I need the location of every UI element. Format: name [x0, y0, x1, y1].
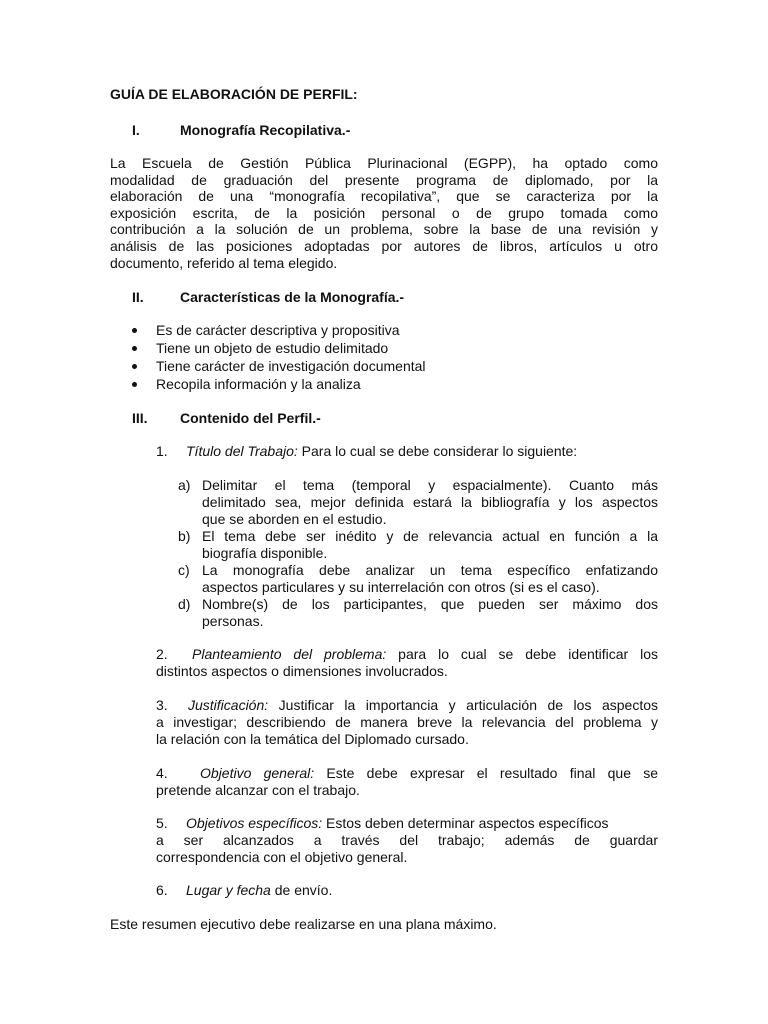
intro-line: exposición escrita, de la posición personal o de grupo tomada como [110, 205, 658, 221]
subitem-b-letter: b) [178, 528, 191, 544]
intro-line: documento, referido al tema elegido. [110, 255, 338, 271]
subitem-d-letter: d) [178, 596, 191, 612]
subitem-a-letter: a) [178, 477, 191, 493]
section-3-heading: Contenido del Perfil.- [180, 410, 321, 426]
intro-line: contribución a la solución de un problema, sobre la base de una revisión y [110, 221, 658, 237]
item-2-title: Planteamiento del problema: [192, 646, 387, 662]
item-5-line: correspondencia con el objetivo general. [156, 849, 408, 865]
item-1-text: Para lo cual se debe considerar lo siguiente: [297, 443, 578, 459]
item-1-title: Título del Trabajo: [186, 443, 298, 459]
section-2-number: II. [132, 289, 144, 305]
item-4-line [200, 765, 658, 782]
subitem-c-letter: c) [178, 562, 190, 578]
item-6-text: de envío. [270, 882, 333, 898]
document-title: GUÍA DE ELABORACIÓN DE PERFIL: [110, 86, 358, 102]
subitem-a-line: Delimitar el tema (temporal y espacialmente). Cuanto más [202, 477, 658, 493]
subitem-d-line: personas. [202, 613, 264, 629]
subitem-c-line: aspectos particulares y su interrelación con otros (si es el caso). [202, 579, 600, 595]
item-2-number: 2. [156, 646, 168, 662]
subitem-c-line: La monografía debe analizar un tema específico enfatizando [202, 562, 658, 578]
item-3-line: a investigar; describiendo de manera breve la relevancia del problema y [156, 714, 658, 730]
item-1-number: 1. [156, 443, 168, 459]
item-5-title: Objetivos específicos: [186, 815, 323, 831]
intro-line: modalidad de graduación del presente programa de diplomado, por la [110, 172, 658, 188]
subitem-b-line: El tema debe ser inédito y de relevancia actual en función a la [202, 528, 658, 544]
section-2-heading: Características de la Monografía.- [180, 289, 405, 305]
intro-line: elaboración de una “monografía recopilativa”, que se caracteriza por la [110, 188, 658, 204]
item-3-line [188, 697, 658, 714]
subitem-a-line: que se aborden en el estudio. [202, 511, 387, 527]
bullet-dot-icon [132, 328, 137, 333]
bullet-dot-icon [132, 382, 137, 387]
section-1-heading: Monografía Recopilativa.- [180, 122, 351, 138]
item-2-line [192, 646, 658, 663]
intro-line: La Escuela de Gestión Pública Plurinacional (EGPP), ha optado como [110, 155, 658, 171]
item-5-text: Estos deben determinar aspectos específicos [322, 815, 609, 831]
item-4-number: 4. [156, 765, 168, 781]
item-4-text: Este debe expresar el resultado final que se [314, 765, 658, 781]
bullet-item: Es de carácter descriptiva y propositiva [156, 322, 400, 338]
item-2-line: distintos aspectos o dimensiones involucrados. [156, 663, 448, 679]
subitem-a-line: delimitado sea, mejor definida estará la bibliografía y los aspectos [202, 494, 658, 510]
bullet-item: Tiene carácter de investigación documental [156, 358, 426, 374]
item-5-line: a ser alcanzados a través del trabajo; además de guardar [156, 832, 658, 848]
bullet-item: Recopila información y la analiza [156, 376, 361, 392]
item-6-line [186, 882, 332, 899]
item-4-line: pretende alcanzar con el trabajo. [156, 782, 360, 798]
bullet-dot-icon [132, 346, 137, 351]
item-5-number: 5. [156, 815, 168, 831]
subitem-d-line: Nombre(s) de los participantes, que pueden ser máximo dos [202, 596, 658, 612]
closing-note: Este resumen ejecutivo debe realizarse en una plana máximo. [110, 916, 497, 932]
item-3-line: la relación con la temática del Diplomado cursado. [156, 731, 469, 747]
item-2-text: para lo cual se debe identificar los [386, 646, 658, 662]
item-3-text: Justificar la importancia y articulación de los aspectos [268, 697, 658, 713]
item-4-title: Objetivo general: [200, 765, 315, 781]
bullet-item: Tiene un objeto de estudio delimitado [156, 340, 389, 356]
section-3-number: III. [132, 410, 148, 426]
section-1-number: I. [132, 122, 140, 138]
item-1-line [186, 443, 577, 460]
subitem-b-line: biografía disponible. [202, 545, 328, 561]
item-6-number: 6. [156, 882, 168, 898]
item-3-title: Justificación: [188, 697, 269, 713]
item-5-line [186, 815, 609, 832]
intro-line: análisis de las posiciones adoptadas por autores de libros, artículos u otro [110, 238, 658, 254]
item-3-number: 3. [156, 697, 168, 713]
item-6-title: Lugar y fecha [186, 882, 271, 898]
bullet-dot-icon [132, 364, 137, 369]
